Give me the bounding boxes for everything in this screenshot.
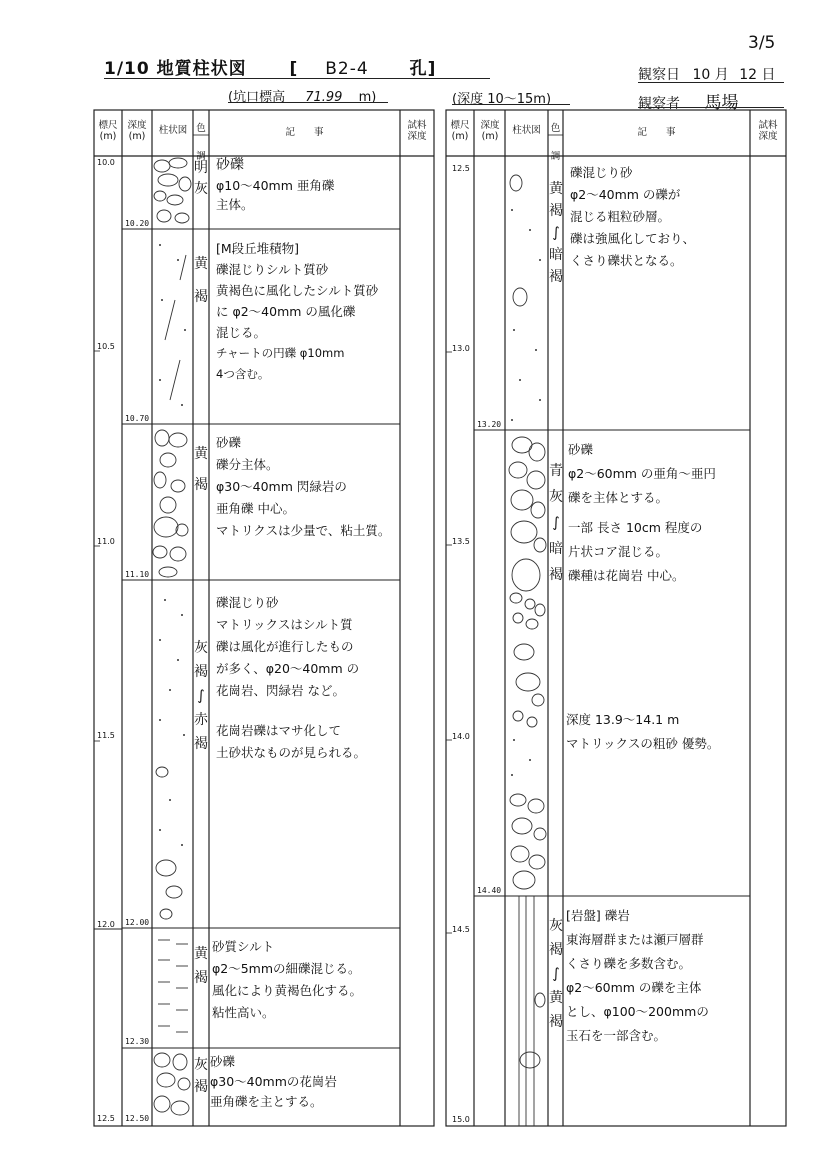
- col-scale: 標尺 (m): [98, 120, 118, 142]
- layer-color: 灰 褐 ∫ 赤 褐: [194, 640, 208, 752]
- layer-color: 明 灰: [194, 160, 208, 197]
- col-log: 柱状図: [512, 125, 541, 136]
- layer-description: 砂礫 φ10～40mm 亜角礫 主体。: [216, 157, 335, 212]
- layer-depth: 11.10: [125, 570, 150, 579]
- scale-tick: 14.5: [452, 925, 470, 934]
- scale-tick: 12.5: [452, 164, 470, 173]
- layer-color: 黄 褐: [194, 256, 208, 305]
- col-scale: 標尺 (m): [450, 120, 470, 142]
- layer-depth: 14.40: [477, 886, 502, 895]
- depth-range: (深度 10～15m): [452, 92, 552, 107]
- layer-depth: 10.70: [125, 414, 150, 423]
- scale-tick: 11.0: [97, 537, 115, 546]
- layer-description: 砂礫 φ30～40mmの花崗岩 亜角礫を主とする。: [210, 1054, 337, 1109]
- layer-depth: 12.00: [125, 918, 150, 927]
- layer-color: 青 灰 ∫ 暗 褐: [549, 463, 563, 583]
- layer-depth: 13.20: [477, 420, 502, 429]
- layer-description: 礫混じり砂 φ2～40mm の礫が 混じる粗粒砂層。 礫は強風化しており、 くさり礫状となる。: [570, 165, 696, 268]
- elevation-value: 71.99: [305, 90, 343, 105]
- scale-tick: 12.5: [97, 1114, 115, 1123]
- layer-depth: 12.50: [125, 1114, 150, 1123]
- scale-tick: 12.0: [97, 920, 115, 929]
- col-notes: 記 事: [637, 127, 676, 138]
- layer-depth: 12.30: [125, 1037, 150, 1046]
- col-sample: 試料 深度: [407, 120, 427, 142]
- layer-color: 黄 褐 ∫ 暗 褐: [549, 181, 563, 285]
- layer-color: 灰 褐: [194, 1057, 208, 1095]
- scale-tick: 15.0: [452, 1115, 470, 1124]
- obs-day: 12: [739, 67, 758, 83]
- hole-id: B2-4: [325, 59, 369, 79]
- observer-label: 観察者: [638, 96, 680, 112]
- hole-close: 孔]: [409, 59, 437, 79]
- month-unit: 月: [714, 67, 729, 83]
- scale-tick: 11.5: [97, 731, 115, 740]
- col-log: 柱状図: [158, 125, 188, 136]
- col-depth: 深度 (m): [480, 120, 500, 142]
- scale-tick: 10.0: [97, 158, 115, 167]
- page-number: 3/5: [748, 33, 776, 53]
- scale-tick: 10.5: [97, 342, 115, 351]
- col-depth: 深度 (m): [127, 120, 147, 142]
- layer-note: 深度 13.9～14.1 m マトリックスの粗砂 優勢。: [566, 712, 720, 751]
- observer-name: 馬場: [704, 93, 739, 113]
- layer-description: [M段丘堆積物] 礫混じりシルト質砂 黄褐色に風化したシルト質砂 に φ2～40mm の風化礫 混じる。 チャートの円礫 φ10mm 4つ含む。: [216, 241, 379, 381]
- title-text: 1/10 地質柱状図: [104, 59, 247, 79]
- scale-tick: 14.0: [452, 732, 470, 741]
- layer-description: 砂質シルト φ2～5mmの細礫混じる。 風化により黄褐色化する。 粘性高い。: [212, 939, 363, 1020]
- elevation-unit: m): [358, 90, 377, 105]
- col-color: 色 調: [196, 123, 206, 162]
- layer-description: 礫混じり砂 マトリックスはシルト質 礫は風化が進行したもの が多く、φ20～40mm の 花崗岩、閃緑岩 など。 花崗岩礫はマサ化して 土砂状なものが見られる。: [216, 595, 367, 760]
- col-notes: 記 事: [285, 127, 324, 138]
- scale-tick: 13.0: [452, 344, 470, 353]
- layer-description: 砂礫 礫分主体。 φ30～40mm 閃緑岩の 亜角礫 中心。 マトリクスは少量で、粘土質。: [216, 435, 391, 538]
- hole-open-bracket: [: [289, 59, 299, 79]
- layer-description: [岩盤] 礫岩 東海層群または瀬戸層群 くさり礫を多数含む。 φ2～60mm の礫を主体 とし、φ100～200mmの 玉石を一部含む。: [566, 908, 709, 1043]
- obs-month: 10: [692, 67, 711, 83]
- layer-color: 灰 褐 ∫ 黄 褐: [549, 918, 563, 1030]
- layer-color: 黄 褐: [194, 446, 208, 493]
- scale-tick: 13.5: [452, 537, 470, 546]
- col-sample: 試料 深度: [758, 120, 778, 142]
- layer-depth: 10.20: [125, 219, 150, 228]
- layer-color: 黄 褐: [194, 946, 208, 986]
- col-color: 色 調: [550, 123, 561, 162]
- day-unit: 日: [761, 67, 776, 83]
- obs-date-label: 観察日: [638, 67, 680, 83]
- layer-description: 砂礫 φ2～60mm の亜角～亜円 礫を主体とする。 一部 長さ 10cm 程度の 片状コア混じる。 礫種は花崗岩 中心。: [568, 442, 716, 583]
- elevation-label: (坑口標高: [228, 90, 286, 105]
